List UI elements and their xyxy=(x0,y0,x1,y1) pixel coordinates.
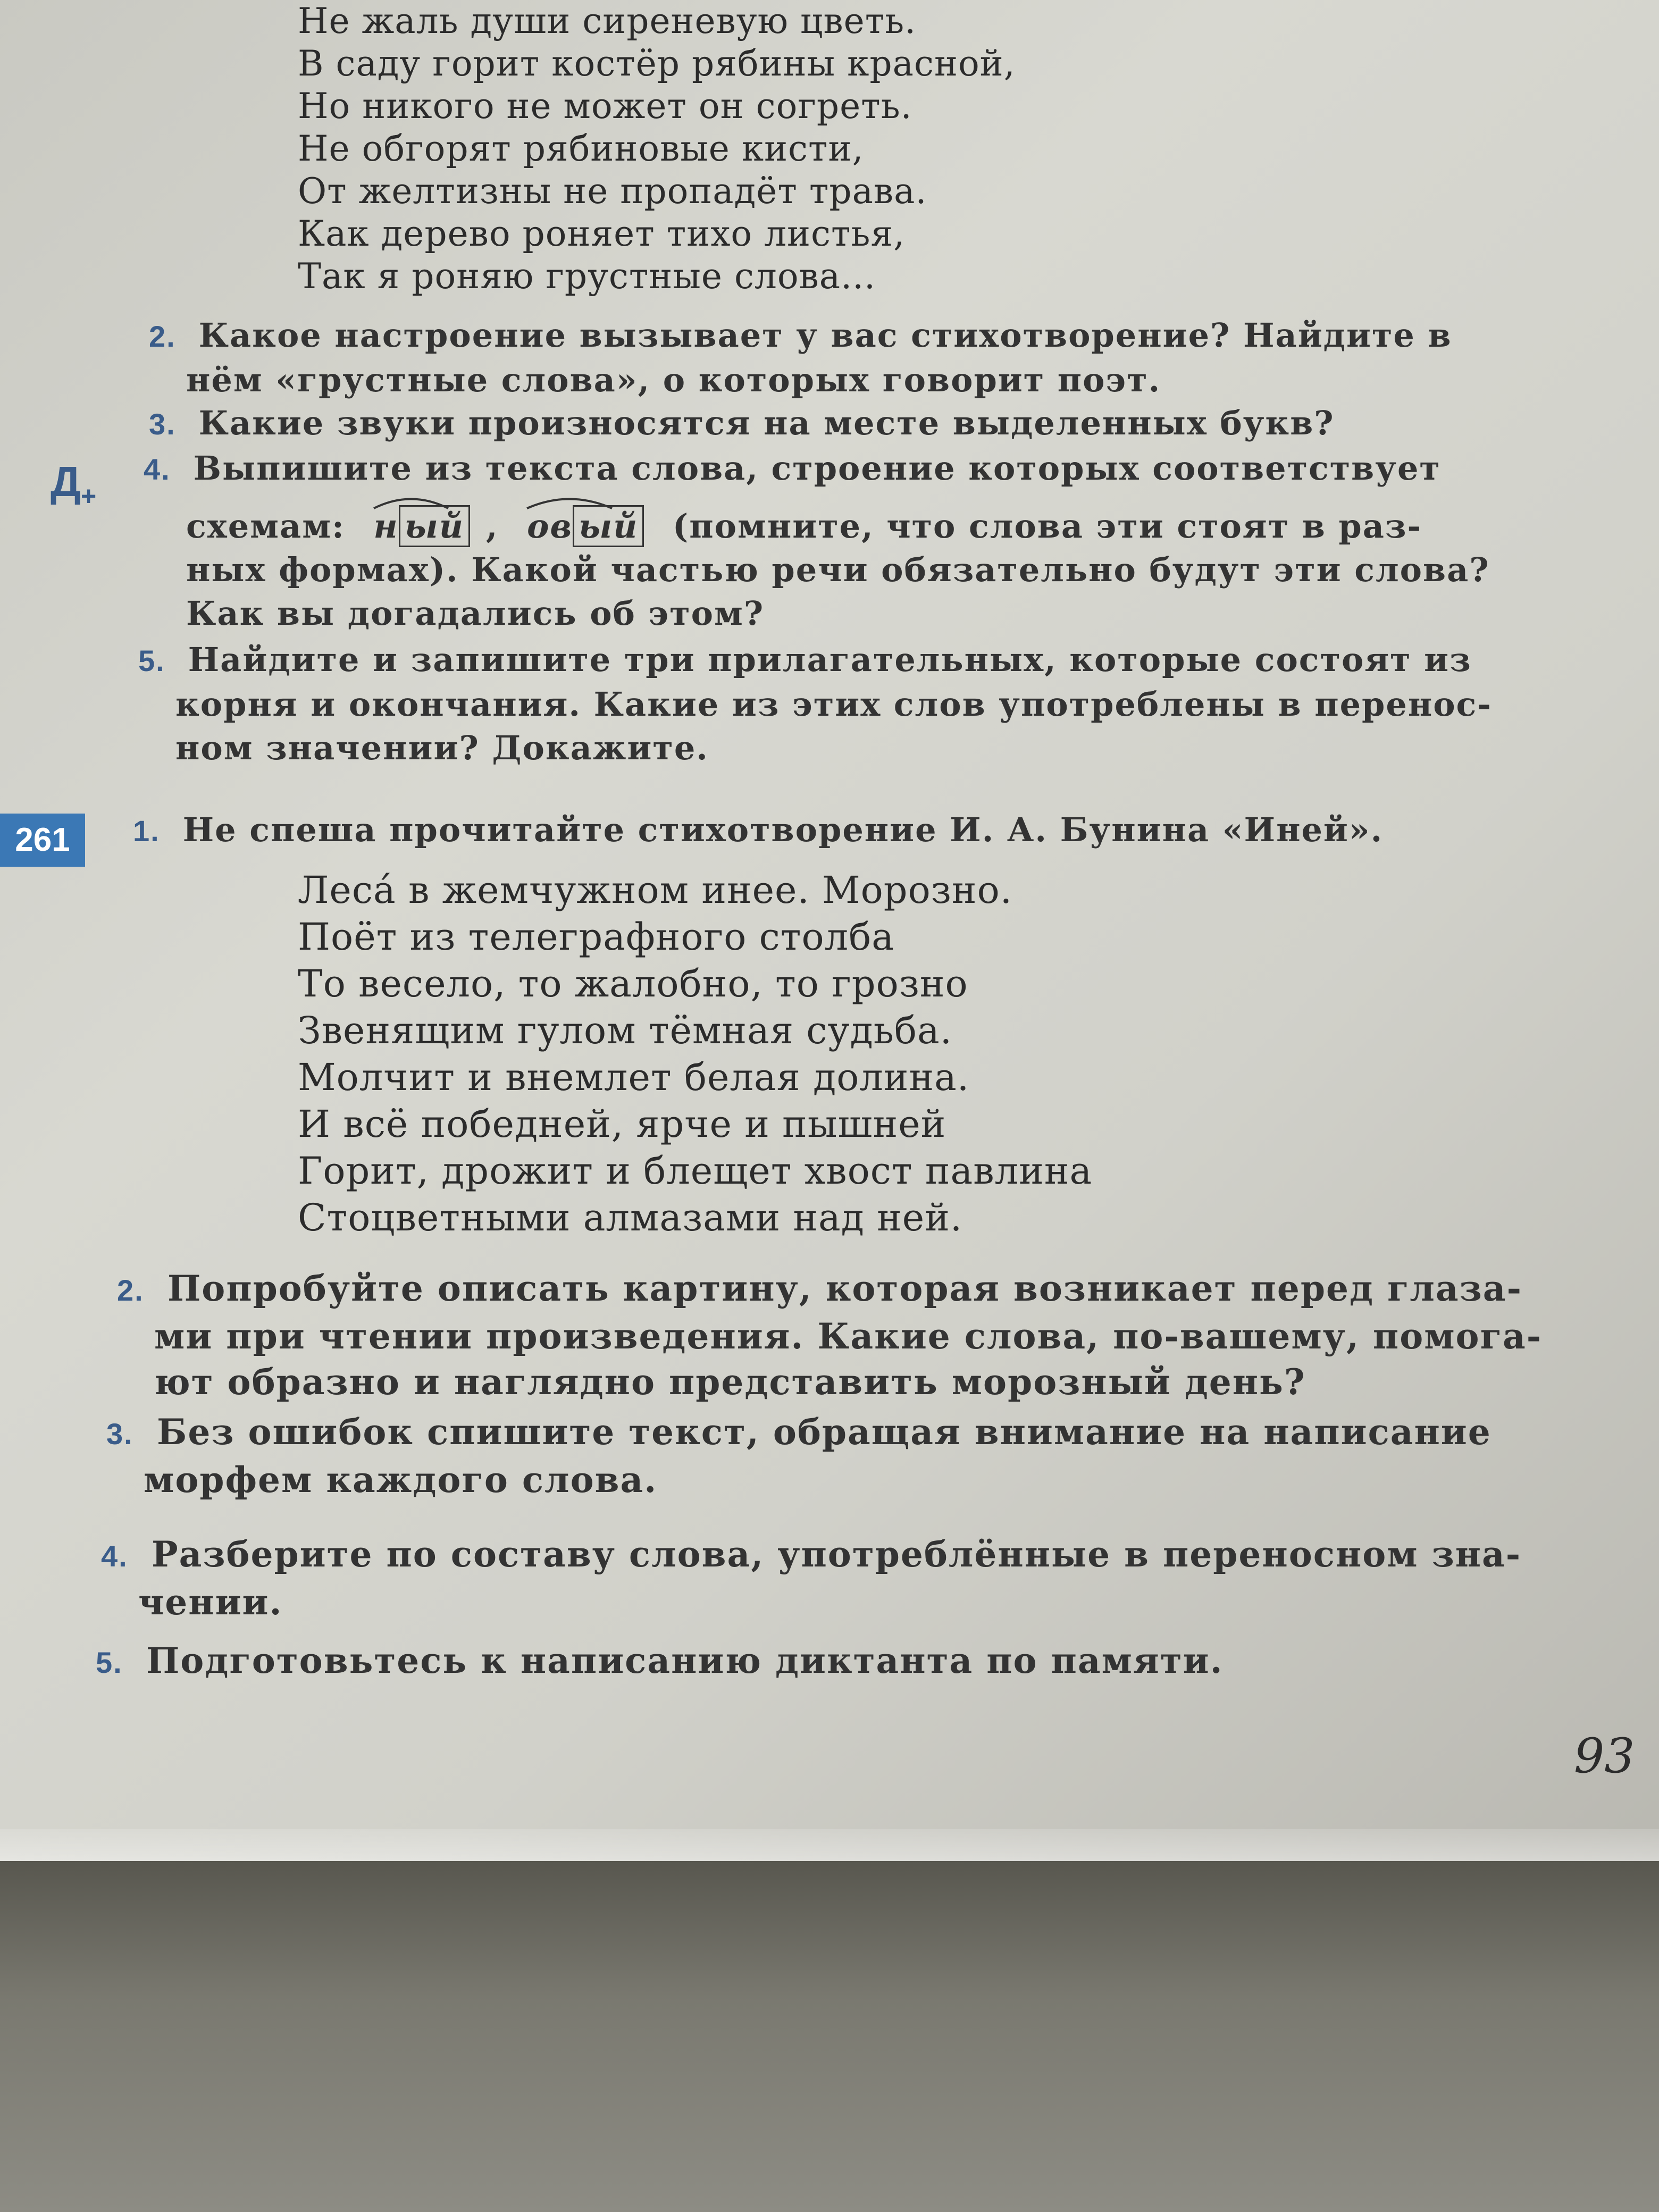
poem-line: Не обгорят рябиновые кисти, xyxy=(298,128,864,169)
exercise-task-3 xyxy=(106,1409,1595,1503)
root-arc-icon xyxy=(368,490,454,511)
task-text: ют образно и наглядно представить морозный день? xyxy=(154,1361,1306,1403)
task-number: 1. xyxy=(133,814,160,848)
poem-line: Звенящим гулом тёмная судьба. xyxy=(298,1009,952,1052)
task-number: 2. xyxy=(149,320,176,353)
poem-fragment xyxy=(298,0,1414,298)
page-number: 93 xyxy=(1574,1728,1635,1784)
task-text: Какие звуки произносятся на месте выделенных букв? xyxy=(198,404,1335,442)
poem-line: Так я роняю грустные слова... xyxy=(298,256,876,297)
d-plus-marker: $Д_+$ xyxy=(51,458,97,511)
task-3 xyxy=(149,401,1510,446)
exercise-task-2 xyxy=(117,1266,1585,1405)
poem-line: От желтизны не пропадёт трава. xyxy=(298,171,927,212)
poem-line: Не жаль души сиреневую цветь. xyxy=(298,1,917,41)
morpheme-scheme-2: ов ый xyxy=(527,505,644,548)
background-surface xyxy=(0,1861,1659,2212)
poem-line: Молчит и внемлет белая долина. xyxy=(298,1055,970,1099)
root-arc-icon xyxy=(522,490,617,511)
poem-line: И всё победней, ярче и пышней xyxy=(298,1102,946,1146)
schemes-label: схемам: xyxy=(186,507,345,546)
exercise-task-4 xyxy=(101,1531,1601,1625)
poem-line: Поёт из телеграфного столба xyxy=(298,915,895,959)
task-5 xyxy=(138,638,1521,770)
task-number: 5. xyxy=(96,1646,123,1679)
morpheme-scheme-1: н ый xyxy=(374,505,470,548)
task-text: Какое настроение вызывает у вас стихотворение? Найдите в xyxy=(198,316,1452,355)
task-text: ных формах). Какой частью речи обязательно будут эти слова? xyxy=(186,550,1490,589)
poem-line: Стоцветными алмазами над ней. xyxy=(298,1196,963,1239)
exercise-number-badge: 261 xyxy=(0,814,85,867)
task-number: 2. xyxy=(117,1273,144,1307)
task-text: Разберите по составу слова, употреблённые в переносном зна- xyxy=(151,1534,1522,1575)
task-text: ми при чтении произведения. Какие слова, по-вашему, помога- xyxy=(154,1316,1543,1357)
poem-line: Горит, дрожит и блещет хвост павлина xyxy=(298,1149,1093,1193)
task-text: (помните, что слова эти стоят в раз- xyxy=(672,507,1422,546)
task-number: 5. xyxy=(138,644,165,677)
task-4: 4. Выпишите из текста слова, строение которых соответствует схемам: н ый , ов ый (помните, что слова эти стоят в раз- ных формах). Какой частью речи обязательно будут эти слова? Как вы догадались об этом? xyxy=(144,449,1490,633)
poem-line: Как дерево роняет тихо листья, xyxy=(298,213,906,254)
task-text: нём «грустные слова», о которых говорит поэт. xyxy=(186,361,1161,399)
task-text: морфем каждого слова. xyxy=(144,1459,658,1501)
exercise-task-1 xyxy=(133,808,1515,853)
task-text: ном значении? Докажите. xyxy=(175,728,709,767)
poem-line: В саду горит костёр рябины красной, xyxy=(298,43,1016,84)
task-number: 3. xyxy=(106,1417,133,1451)
task-text: Попробуйте описать картину, которая возникает перед глаза- xyxy=(167,1268,1522,1309)
task-text: Без ошибок спишите текст, обращая внимание на написание xyxy=(156,1411,1492,1453)
task-number: 4. xyxy=(144,453,171,486)
bunin-poem xyxy=(298,867,1414,1241)
task-2 xyxy=(149,314,1510,402)
poem-line: Леса́ в жемчужном инее. Морозно. xyxy=(298,868,1012,912)
task-text: корня и окончания. Какие из этих слов употреблены в перенос- xyxy=(175,685,1493,724)
task-text: Как вы догадались об этом? xyxy=(186,594,765,633)
exercise-task-5 xyxy=(96,1638,1595,1686)
task-number: 4. xyxy=(101,1539,128,1573)
task-number: 3. xyxy=(149,407,176,441)
task-text: Найдите и запишите три прилагательных, которые состоят из xyxy=(188,640,1472,679)
task-text: Выпишите из текста слова, строение которых соответствует xyxy=(193,449,1441,488)
poem-line: Но никого не может он согреть. xyxy=(298,86,912,127)
task-text: Не спеша прочитайте стихотворение И. А. Бунина «Иней». xyxy=(182,810,1384,849)
task-text: Подготовьтесь к написанию диктанта по памяти. xyxy=(146,1640,1224,1681)
poem-line: То весело, то жалобно, то грозно xyxy=(298,962,968,1006)
task-text: чении. xyxy=(138,1581,283,1623)
